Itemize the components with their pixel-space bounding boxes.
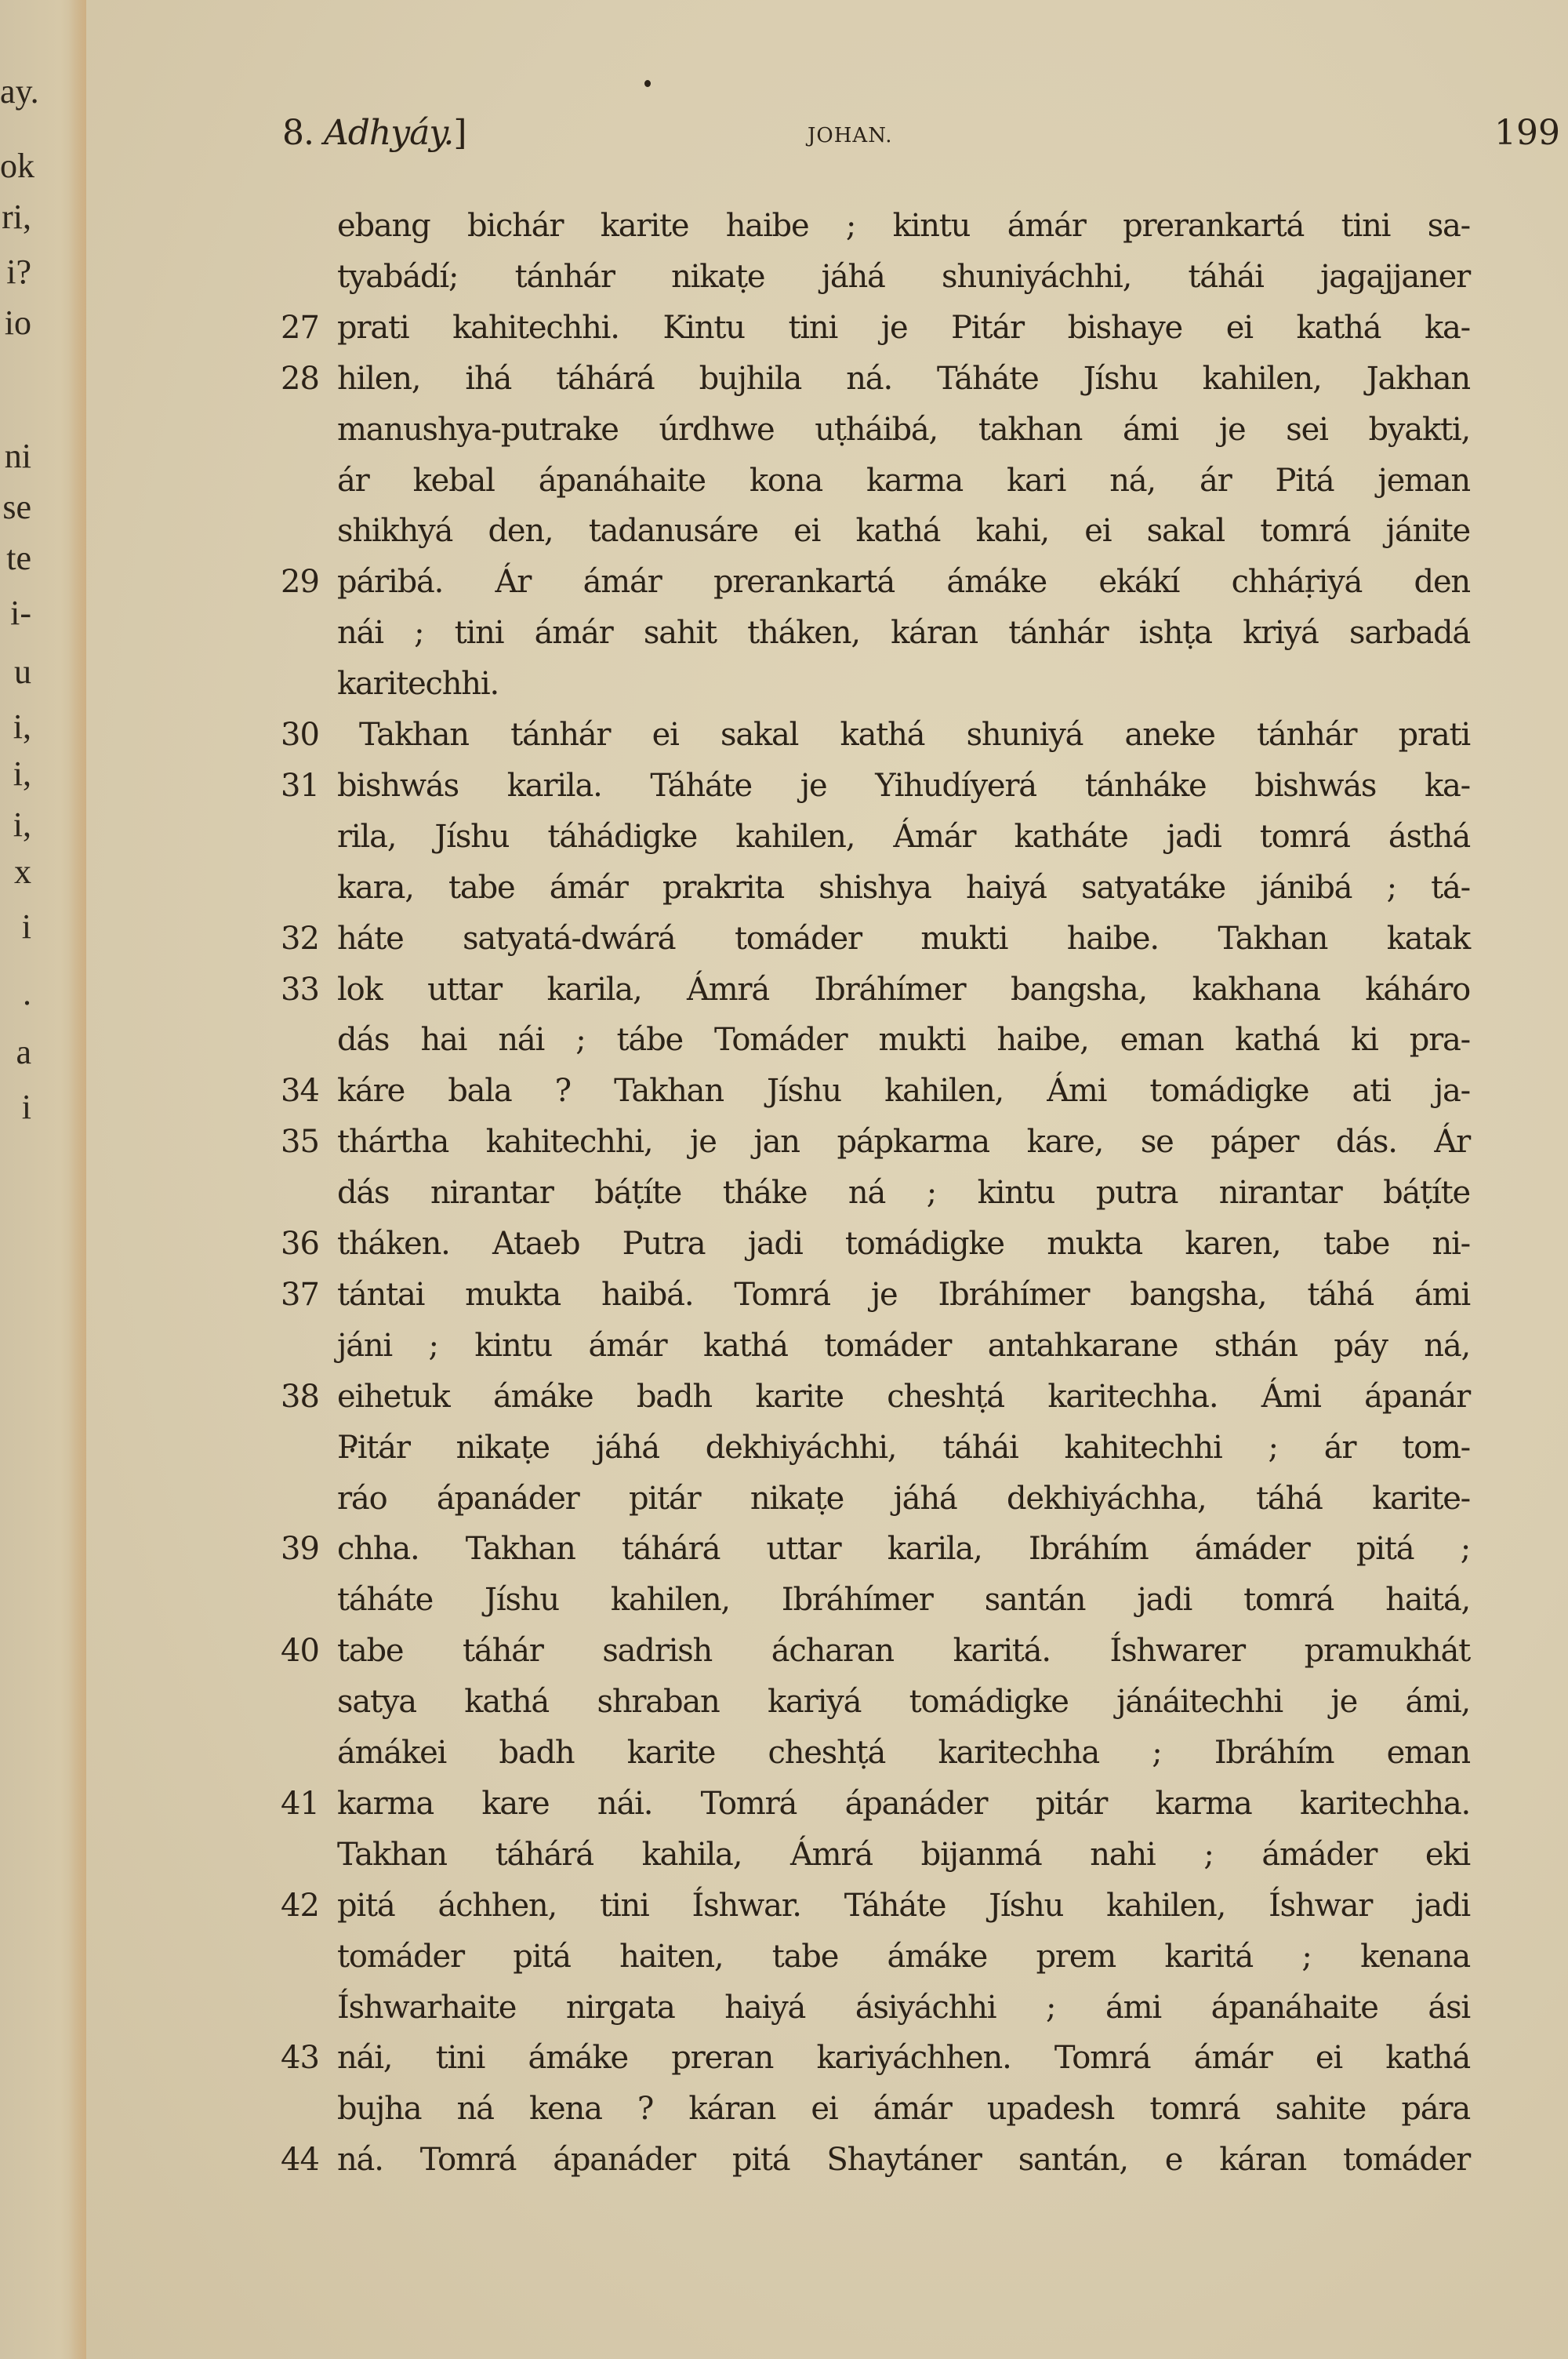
text-line (86, 1882, 1568, 1929)
line-text: páribá. Ár ámár prerankartá ámáke ekákí chháṛiyá den (337, 564, 1470, 601)
facing-page-fragment: a (16, 1033, 31, 1071)
line-text: tabe táhár sadrish ácharan karitá. Íshwarer pramukhát (337, 1633, 1470, 1670)
facing-page-fragment: ni (4, 437, 31, 475)
text-line (86, 1525, 1568, 1572)
running-title: JOHAN. (808, 124, 893, 147)
line-text: ebang bichár karite haibe ; kintu ámár prerankartá tini sa- (337, 208, 1470, 244)
verse-number: 31 (281, 767, 319, 804)
text-line (86, 1016, 1568, 1063)
verse-number: 44 (281, 2142, 319, 2179)
verse-number: 32 (281, 920, 319, 957)
text-line (86, 762, 1568, 809)
line-text: Pitár nikaṭe jáhá dekhiyáchhi, táhái kahitechhi ; ár tom- (337, 1429, 1470, 1466)
line-text: Íshwarhaite nirgata haiyá ásiyáchhi ; ámi ápanáhaite ási (337, 1989, 1470, 2026)
line-text: thártha kahitechhi, je jan pápkarma kare, se páper dás. Ár (337, 1124, 1470, 1161)
chapter-word: Adhyáy. (323, 113, 454, 153)
line-text: rila, Jíshu táhádigke kahilen, Ámár katháte jadi tomrá ásthá (337, 818, 1470, 855)
line-text: háte satyatá-dwárá tomáder mukti haibe. Takhan katak (337, 920, 1470, 957)
line-text: dás nirantar báṭíte tháke ná ; kintu putra nirantar báṭíte (337, 1175, 1470, 1212)
text-line (86, 1424, 1568, 1471)
text-line (86, 1780, 1568, 1827)
line-text: káre bala ? Takhan Jíshu kahilen, Ámi tomádigke ati ja- (337, 1073, 1470, 1110)
verse-number: 28 (281, 360, 319, 397)
facing-page-fragment: u (14, 652, 31, 691)
verse-number: 33 (281, 971, 319, 1008)
verse-number: 30 (281, 717, 319, 753)
line-text: Takhan táhárá kahila, Ámrá bijanmá nahi ; ámáder eki (337, 1836, 1470, 1873)
text-line (86, 1271, 1568, 1318)
line-text: bujha ná kena ? káran ei ámár upadesh tomrá sahite pára (337, 2091, 1470, 2128)
text-line (86, 609, 1568, 656)
facing-page-fragment: i- (10, 594, 31, 632)
text-line (86, 1933, 1568, 1980)
text-line (86, 457, 1568, 504)
line-text: shikhyá den, tadanusáre ei kathá kahi, ei sakal tomrá jánite (337, 513, 1470, 550)
verse-number: 43 (281, 2040, 319, 2077)
facing-page-fragment: ay. (0, 72, 39, 111)
facing-page-fragment: i (21, 1088, 31, 1126)
text-line (86, 1220, 1568, 1267)
facing-page-fragment: se (2, 488, 31, 526)
line-text: ráo ápanáder pitár nikaṭe jáhá dekhiyáchha, táhá karite- (337, 1480, 1470, 1517)
line-text: ná. Tomrá ápanáder pitá Shaytáner santán, e káran tomáder (337, 2142, 1470, 2179)
facing-page-fragment: i? (6, 253, 31, 291)
verse-number: 40 (281, 1633, 319, 1670)
line-text: tyabádí; tánhár nikaṭe jáhá shuniyáchhi, táhái jagajjaner (337, 258, 1470, 295)
text-line (86, 355, 1568, 402)
text-line (86, 1322, 1568, 1369)
facing-page-fragment: io (4, 304, 31, 342)
line-text: pitá áchhen, tini Íshwar. Táháte Jíshu kahilen, Íshwar jadi (337, 1887, 1470, 1924)
text-line (86, 1373, 1568, 1420)
line-text: tántai mukta haibá. Tomrá je Ibráhímer bangsha, táhá ámi (337, 1276, 1470, 1313)
line-text: táháte Jíshu kahilen, Ibráhímer santán jadi tomrá haitá, (337, 1582, 1470, 1619)
text-line (86, 2085, 1568, 2132)
book-page (86, 0, 1568, 2359)
text-line (86, 2136, 1568, 2183)
line-text: dás hai nái ; tábe Tomáder mukti haibe, eman kathá ki pra- (337, 1022, 1470, 1059)
running-header (86, 110, 1568, 157)
line-text: bishwás karila. Táháte je Yihudíyerá tánháke bishwás ka- (337, 767, 1470, 804)
text-line (86, 966, 1568, 1013)
line-text: chha. Takhan táhárá uttar karila, Ibráhím ámáder pitá ; (337, 1531, 1470, 1568)
print-speck (644, 80, 651, 87)
text-line (86, 1169, 1568, 1216)
line-text: prati kahitechhi. Kintu tini je Pitár bishaye ei kathá ka- (337, 309, 1470, 346)
text-line (86, 1984, 1568, 2031)
text-line (86, 813, 1568, 860)
line-text: nái ; tini ámár sahit tháken, káran tánhár ishṭa kriyá sarbadá (337, 615, 1470, 652)
verse-number: 36 (281, 1226, 319, 1262)
line-text: tháken. Ataeb Putra jadi tomádigke mukta karen, tabe ni- (337, 1226, 1470, 1262)
line-text: tomáder pitá haiten, tabe ámáke prem karitá ; kenana (337, 1938, 1470, 1975)
verse-number: 34 (281, 1073, 319, 1110)
verse-number: 29 (281, 564, 319, 601)
text-line (86, 1576, 1568, 1623)
line-text: eihetuk ámáke badh karite cheshṭá karitechha. Ámi ápanár (337, 1378, 1470, 1415)
text-line (86, 915, 1568, 962)
verse-number: 39 (281, 1531, 319, 1568)
line-text: nái, tini ámáke preran kariyáchhen. Tomrá ámár ei kathá (337, 2040, 1470, 2077)
line-text: jáni ; kintu ámár kathá tomáder antahkarane sthán páy ná, (337, 1327, 1470, 1364)
text-line (86, 406, 1568, 453)
line-text: karitechhi. (337, 666, 499, 703)
facing-page-fragment: i, (13, 805, 31, 844)
facing-page-fragment: . (23, 974, 31, 1012)
line-text: kara, tabe ámár prakrita shishya haiyá satyatáke jánibá ; tá- (337, 869, 1470, 906)
text-line (86, 202, 1568, 249)
chapter-label (282, 110, 466, 157)
text-line (86, 711, 1568, 758)
line-text: Takhan tánhár ei sakal kathá shuniyá aneke tánhár prati (359, 717, 1470, 753)
text-line (86, 864, 1568, 911)
text-line (86, 1831, 1568, 1878)
facing-page-fragment: ri, (2, 198, 31, 236)
chapter-bracket: ] (453, 113, 466, 153)
line-text: satya kathá shraban kariyá tomádigke jánáitechhi je ámi, (337, 1684, 1470, 1721)
facing-page-fragment: x (14, 852, 31, 891)
text-line (86, 1678, 1568, 1725)
text-line (86, 1067, 1568, 1114)
verse-number: 37 (281, 1276, 319, 1313)
verse-number: 41 (281, 1785, 319, 1822)
line-text: manushya-putrake úrdhwe uṭháibá, takhan ámi je sei byakti, (337, 411, 1470, 448)
text-line (86, 1729, 1568, 1776)
facing-page-fragment: te (6, 539, 31, 577)
facing-page-fragment: i (21, 907, 31, 946)
verse-number: 27 (281, 309, 319, 346)
line-text: lok uttar karila, Ámrá Ibráhímer bangsha, kakhana káháro (337, 971, 1470, 1008)
text-line (86, 2034, 1568, 2081)
text-line (86, 253, 1568, 300)
verse-number: 42 (281, 1887, 319, 1924)
line-text: hilen, ihá táhárá bujhila ná. Táháte Jíshu kahilen, Jakhan (337, 360, 1470, 397)
text-line (86, 1627, 1568, 1674)
verse-number: 35 (281, 1124, 319, 1161)
text-line (86, 660, 1568, 707)
text-line (86, 304, 1568, 351)
chapter-number: 8. (282, 113, 314, 153)
text-line (86, 507, 1568, 554)
facing-page-fragment: i, (13, 707, 31, 746)
line-text: karma kare nái. Tomrá ápanáder pitár karma karitechha. (337, 1785, 1470, 1822)
line-text: ámákei badh karite cheshṭá karitechha ; Ibráhím eman (337, 1735, 1470, 1771)
text-line (86, 558, 1568, 605)
facing-page-fragment: ok (0, 147, 34, 185)
verse-number: 38 (281, 1378, 319, 1415)
line-text: ár kebal ápanáhaite kona karma kari ná, ár Pitá jeman (337, 462, 1470, 499)
text-line (86, 1475, 1568, 1522)
page-number: 199 (1494, 113, 1560, 153)
text-line (86, 1118, 1568, 1165)
facing-page-fragment: i, (13, 754, 31, 793)
